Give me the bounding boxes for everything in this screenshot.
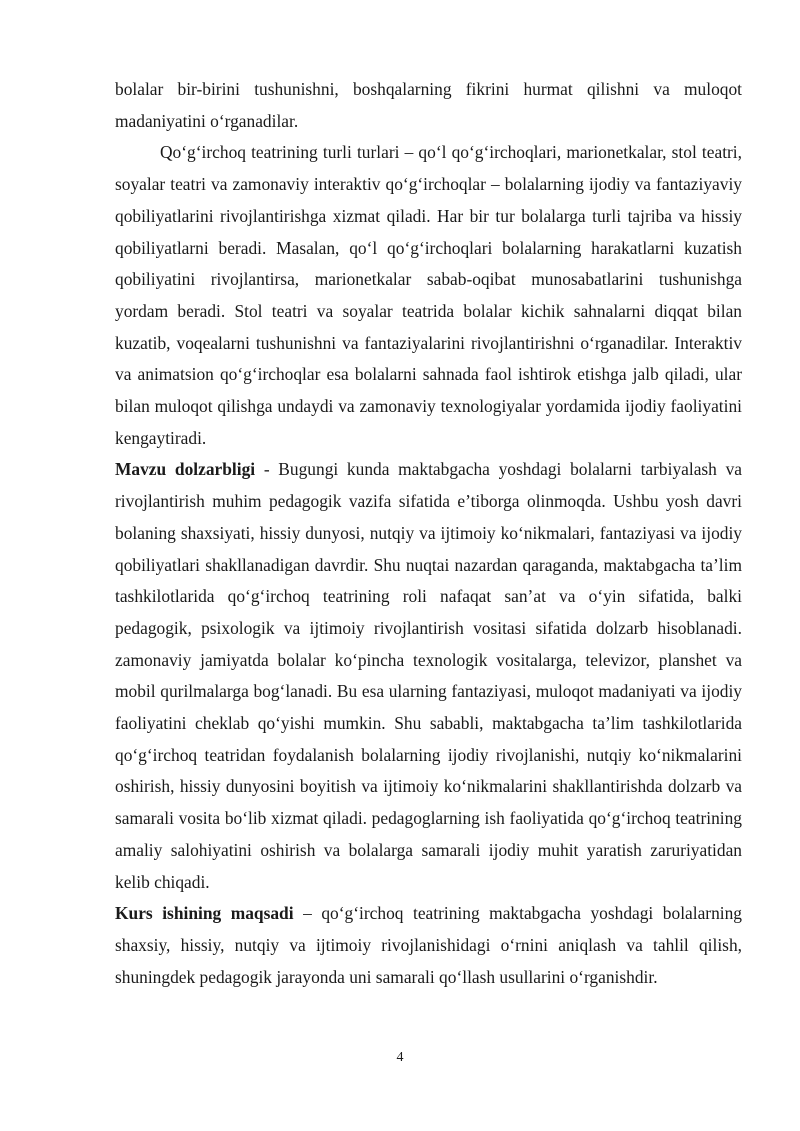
paragraph-text: – qoʻgʻirchoq teatrining maktabgacha yoshdagi bolalarning shaxsiy, hissiy, nutqiy va ijtimoiy rivojlanishidagi oʻrnini aniqlash va tahlil qilish, shuningdek pedagogik jarayonda uni samarali qoʻllash usullarini oʻrganishdir. xyxy=(115,903,742,987)
paragraph-course-goal xyxy=(115,898,742,993)
section-heading-goal: Kurs ishining maqsadi xyxy=(115,903,294,924)
paragraph-continuation xyxy=(115,74,742,137)
document-page xyxy=(115,74,742,993)
paragraph-puppet-theatre-types xyxy=(115,137,742,454)
paragraph-text: - Bugungi kunda maktabgacha yoshdagi bolalarni tarbiyalash va rivojlantirish muhim pedagogik vazifa sifatida e’tiborga olinmoqda. Ushbu yosh davri bolaning shaxsiyati, hissiy dunyosi, nutqiy va ijtimoiy koʻnikmalari, fantaziyasi va ijodiy qobiliyatlari shakllanadigan davrdir. Shu nuqtai nazardan qaraganda, maktabgacha ta’lim tashkilotlarida qoʻgʻirchoq teatrining roli nafaqat san’at va oʻyin sifatida, balki pedagogik, psixologik va ijtimoiy rivojlantirish vositasi sifatida dolzarb hisoblanadi. zamonaviy jamiyatda bolalar koʻpincha texnologik vositalarga, televizor, planshet va mobil qurilmalarga bogʻlanadi. Bu esa ularning fantaziyasi, muloqot madaniyati va ijodiy faoliyatini cheklab qoʻyishi mumkin. Shu sababli, maktabgacha ta’lim tashkilotlarida qoʻgʻirchoq teatridan foydalanish bolalarning ijodiy rivojlanishi, nutqiy koʻnikmalarini oshirish, hissiy dunyosini boyitish va ijtimoiy koʻnikmalarini shakllantirishda dolzarb va samarali vosita boʻlib xizmat qiladi. pedagoglarning ish faoliyatida qoʻgʻirchoq teatrining amaliy salohiyatini oshirish va bolalarga samarali ijodiy muhit yaratish zaruriyatidan kelib chiqadi. xyxy=(115,459,742,892)
paragraph-text: bolalar bir-birini tushunishni, boshqalarning fikrini hurmat qilishni va muloqot madaniyatini oʻrganadilar. xyxy=(115,79,742,131)
paragraph-topic-relevance xyxy=(115,454,742,898)
paragraph-text: Qoʻgʻirchoq teatrining turli turlari – qoʻl qoʻgʻirchoqlari, marionetkalar, stol teatri, soyalar teatri va zamonaviy interaktiv qoʻgʻirchoqlar – bolalarning ijodiy va fantaziyaviy qobiliyatlarini rivojlantirishga xizmat qiladi. Har bir tur bolalarga turli tajriba va hissiy qobiliyatlarni beradi. Masalan, qoʻl qoʻgʻirchoqlari bolalarning harakatlarni kuzatish qobiliyatini rivojlantirsa, marionetkalar sabab-oqibat munosabatlarini tushunishga yordam beradi. Stol teatri va soyalar teatrida bolalar kichik sahnalarni diqqat bilan kuzatib, voqealarni tushunishni va fantaziyalarini rivojlantirishni oʻrganadilar. Interaktiv va animatsion qoʻgʻirchoqlar esa bolalarni sahnada faol ishtirok etishga jalb qiladi, ular bilan muloqot qilishga undaydi va zamonaviy texnologiyalar yordamida ijodiy faoliyatini kengaytiradi. xyxy=(115,142,742,448)
section-heading-relevance: Mavzu dolzarbligi xyxy=(115,459,256,480)
page-number: 4 xyxy=(396,1050,404,1065)
